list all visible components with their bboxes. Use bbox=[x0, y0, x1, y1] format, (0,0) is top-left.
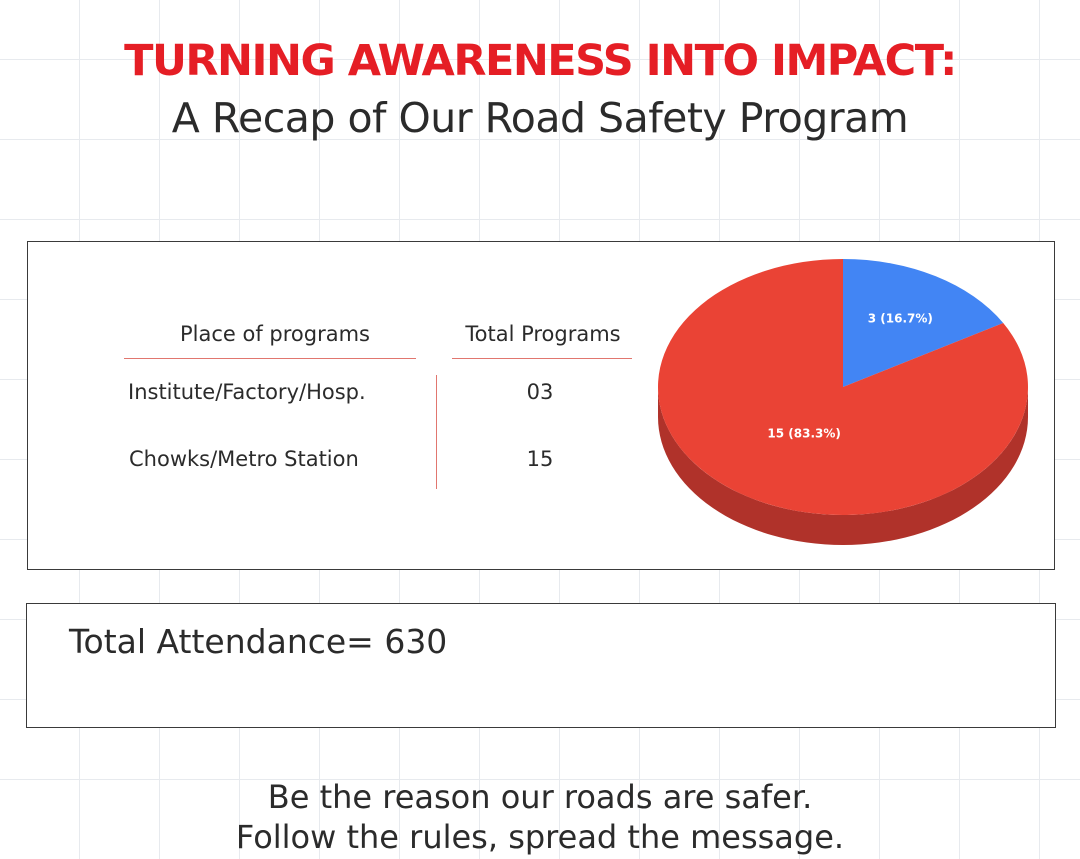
pie-data-label-1: 3 (16.7%) bbox=[867, 311, 933, 326]
pie-chart bbox=[28, 242, 1054, 569]
table-cell-place-1: Institute/Factory/Hosp. bbox=[128, 380, 366, 404]
program-summary-panel bbox=[27, 241, 1055, 570]
table-header-total: Total Programs bbox=[465, 322, 621, 346]
footer-line-1: Be the reason our roads are safer. bbox=[267, 778, 813, 816]
page-title: TURNING AWARENESS INTO IMPACT: bbox=[124, 36, 956, 86]
table-cell-place-2: Chowks/Metro Station bbox=[129, 447, 359, 471]
footer-line-2: Follow the rules, spread the message. bbox=[235, 818, 845, 856]
table-header-place: Place of programs bbox=[179, 322, 370, 346]
pie-data-label-2: 15 (83.3%) bbox=[767, 426, 841, 441]
table-cell-total-2: 15 bbox=[526, 447, 554, 471]
page-subtitle: A Recap of Our Road Safety Program bbox=[171, 94, 909, 142]
attendance-box bbox=[26, 603, 1056, 728]
table-cell-total-1: 03 bbox=[526, 380, 554, 404]
total-attendance: Total Attendance= 630 bbox=[69, 622, 448, 661]
